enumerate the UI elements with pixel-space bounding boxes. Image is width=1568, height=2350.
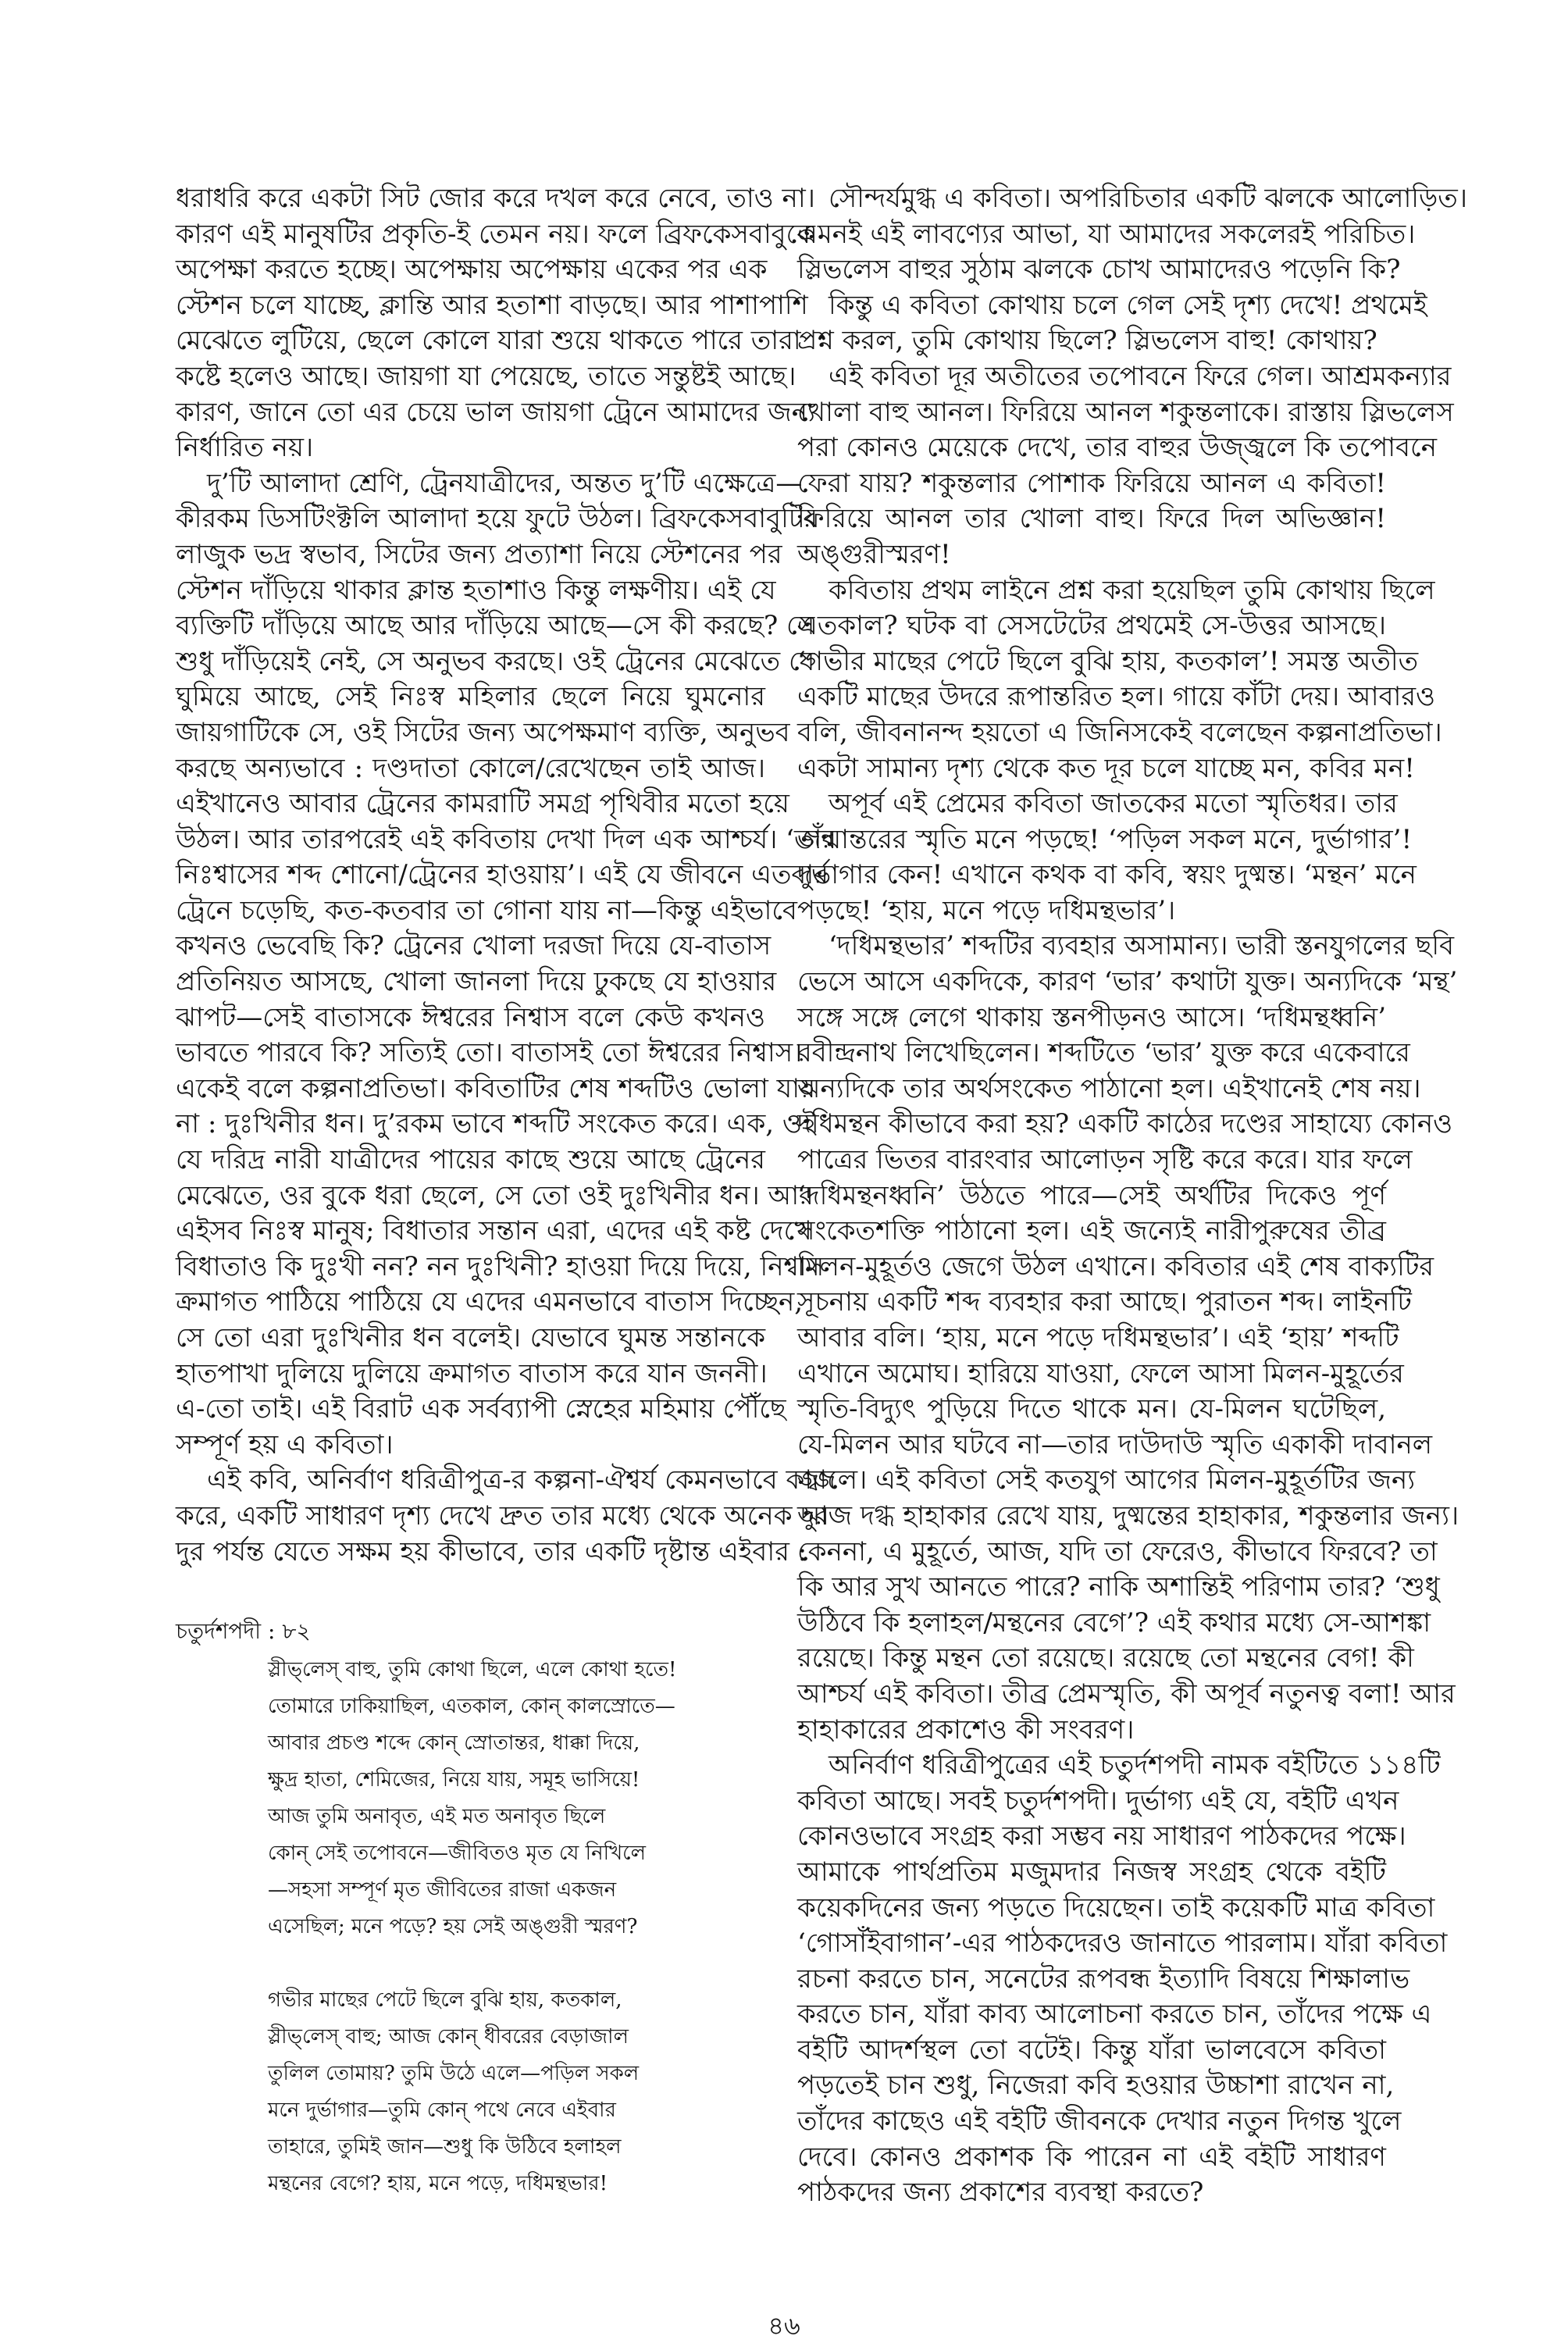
text-line: এখানে অমোঘ। হারিয়ে যাওয়া, ফেলে আসা মিলন-মুহূর্তের xyxy=(797,1357,1404,1389)
poem-line: আজ তুমি অনাবৃত, এই মত অনাবৃত ছিলে xyxy=(268,1805,606,1828)
text-line: দুর পর্যন্ত যেতে সক্ষম হয় কীভাবে, তার একটি দৃষ্টান্ত এইবার : xyxy=(176,1535,807,1567)
poem-stanza xyxy=(268,1652,752,1945)
text-line: স্লিভলেস বাহুর সুঠাম ঝলকে চোখ আমাদেরও পড়েনি কি? xyxy=(797,254,1401,286)
poem-line: তুলিল তোমায়? তুমি উঠে এলে—পড়িল সকল xyxy=(268,2062,640,2085)
text-line: বিধাতাও কি দুঃখী নন? নন দুঃখিনী? হাওয়া দিয়ে দিয়ে, নিশ্বাস xyxy=(176,1250,825,1282)
text-line: কয়েকদিনের জন্য পড়তে দিয়েছেন। তাই কয়েকটি মাত্র কবিতা xyxy=(797,1892,1435,1924)
text-line: প্রতিনিয়ত আসছে, খোলা জানলা দিয়ে ঢুকছে যে হাওয়ার xyxy=(176,966,777,998)
text-line: ভেসে আসে একদিকে, কারণ ‘ভার’ কথাটা যুক্ত। অন্যদিকে ‘মন্থ’ xyxy=(797,966,1458,998)
text-line: অঙ্গুরীস্মরণ! xyxy=(797,538,951,570)
text-line: হাতপাখা দুলিয়ে দুলিয়ে ক্রমাগত বাতাস করে যান জননী। xyxy=(176,1357,768,1389)
text-line: হাহাকারের প্রকাশেও কী সংবরণ। xyxy=(797,1713,1135,1746)
poem-line: স্লীভ্‌লেস্‌ বাহু; আজ কোন্‌ ধীবরের বেড়াজাল xyxy=(268,2025,629,2049)
text-line: কোনওভাবে সংগ্রহ করা সম্ভব নয় সাধারণ পাঠকদের পক্ষে। xyxy=(797,1820,1406,1853)
text-line: অন্যদিকে তার অর্থসংকেত পাঠানো হল। এইখানেই শেষ নয়। xyxy=(797,1072,1421,1104)
text-line: অপেক্ষা করতে হচ্ছে। অপেক্ষায় অপেক্ষায় একের পর এক xyxy=(176,254,768,286)
poem-line: এসেছিল; মনে পড়ে? হয় সেই অঙ্গুরী স্মরণ? xyxy=(268,1915,638,1938)
text-line: পাত্রের ভিতর বারংবার আলোড়ন সৃষ্টি করে করে। যার ফলে xyxy=(797,1144,1413,1176)
poem-line: ক্ষুদ্র হাতা, শেমিজের, নিয়ে যায়, সমূহ ভাসিয়ে! xyxy=(268,1768,640,1792)
text-line: নির্ধারিত নয়। xyxy=(176,432,314,464)
text-line: কবিতা আছে। সবই চতুর্দশপদী। দুর্ভাগ্য এই যে, বইটি এখন xyxy=(797,1785,1399,1817)
poem-line: আবার প্রচণ্ড শব্দে কোন্‌ স্রোতান্তর, ধাক্কা দিয়ে, xyxy=(268,1731,640,1755)
text-line: সূচনায় একটি শব্দ ব্যবহার করা আছে। পুরাতন শব্দ। লাইনটি xyxy=(797,1286,1412,1318)
text-line: ‘দধিমন্থনধ্বনি’ উঠতে পারে—সেই অর্থটির দিকেও পূর্ণ xyxy=(797,1179,1386,1211)
text-line: আজ দগ্ধ হাহাকার রেখে যায়, দুষ্মন্তের হাহাকার, শকুন্তলার জন্য। xyxy=(797,1500,1459,1532)
poem-heading: চতুর্দশপদী : ৮২ xyxy=(176,1618,311,1644)
paragraph xyxy=(797,288,1427,359)
text-line: দু’টি আলাদা শ্রেণি, ট্রেনযাত্রীদের, অন্তত দু’টি এক্ষেত্রে— xyxy=(207,467,803,499)
text-line: মিলন-মুহূর্তও জেগে উঠল এখানে। কবিতার এই শেষ বাক্যটির xyxy=(797,1250,1434,1282)
text-line: সে তো এরা দুঃখিনীর ধন বলেই। যেভাবে ঘুমন্ত সন্তানকে xyxy=(176,1322,765,1353)
text-line: লাজুক ভদ্র স্বভাব, সিটের জন্য প্রত্যাশা নিয়ে স্টেশনের পর xyxy=(176,538,782,570)
left-column xyxy=(176,181,837,1579)
text-line: এইসব নিঃস্ব মানুষ; বিধাতার সন্তান এরা, এদের এই কষ্ট দেখে xyxy=(176,1215,812,1247)
text-line: সৌন্দর্যমুগ্ধ এ কবিতা। অপরিচিতার একটি ঝলকে আলোড়িত। xyxy=(829,183,1467,214)
poem-line: তাহারে, তুমিই জান—শুধু কি উঠিবে হলাহল xyxy=(268,2135,622,2159)
text-line: বইটি আদর্শস্থল তো বটেই। কিন্তু যাঁরা ভালবেসে কবিতা xyxy=(797,2034,1386,2066)
text-line: রচনা করতে চান, সনেটের রূপবন্ধ ইত্যাদি বিষয়ে শিক্ষালাভ xyxy=(797,1963,1410,1995)
page-number: ৪৬ xyxy=(768,2311,800,2341)
text-line: একটি মাছের উদরে রূপান্তরিত হল। গায়ে কাঁটা দেয়। আবারও xyxy=(797,681,1436,713)
text-line: ঘুমিয়ে আছে, সেই নিঃস্ব মহিলার ছেলে নিয়ে ঘুমনোর xyxy=(176,681,765,713)
text-line: সংকেতশক্তি পাঠানো হল। এই জন্যেই নারীপুরুষের তীব্র xyxy=(797,1215,1386,1247)
text-line: কখনও ভেবেছি কি? ট্রেনের খোলা দরজা দিয়ে যে-বাতাস xyxy=(176,930,772,962)
text-line: আমাকে পার্থপ্রতিম মজুমদার নিজস্ব সংগ্রহ থেকে বইটি xyxy=(797,1856,1386,1888)
poem-line: গভীর মাছের পেটে ছিলে বুঝি হায়, কতকাল, xyxy=(268,1988,622,2012)
text-line: দুর্ভাগার কেন! এখানে কথক বা কবি, স্বয়ং দুষ্মন্ত। ‘মন্থন’ মনে xyxy=(797,859,1417,891)
paragraph xyxy=(797,181,1467,288)
text-line: মেঝেতে, ওর বুকে ধরা ছেলে, সে তো ওই দুঃখিনীর ধন। আর xyxy=(176,1179,814,1211)
paragraph xyxy=(797,359,1454,573)
text-line: করতে চান, যাঁরা কাব্য আলোচনা করতে চান, তাঁদের পক্ষে এ xyxy=(797,1999,1432,2031)
text-line: সম্পূর্ণ হয় এ কবিতা। xyxy=(176,1428,394,1460)
text-line: প্রশ্ন করল, তুমি কোথায় ছিলে? স্লিভলেস বাহু! কোথায়? xyxy=(797,325,1377,357)
text-line: ‘গভীর মাছের পেটে ছিলে বুঝি হায়, কতকাল’! সমস্ত অতীত xyxy=(797,645,1419,677)
text-line: কেননা, এ মুহূর্তে, আজ, যদি তা ফেরেও, কীভাবে ফিরবে? তা xyxy=(797,1535,1438,1567)
text-line: স্মৃতি-বিদ্যুৎ পুড়িয়ে দিতে থাকে মন। যে-মিলন ঘটেছিল, xyxy=(797,1393,1386,1425)
text-line: এতকাল? ঘটক বা সেসটেটের প্রথমেই সে-উত্তর আসছে। xyxy=(797,610,1386,642)
poem-line: স্লীভ্‌লেস্‌ বাহু, তুমি কোথা ছিলে, এলে কোথা হতে! xyxy=(268,1658,677,1681)
text-line: রয়েছে। কিন্তু মন্থন তো রয়েছে। রয়েছে তো মন্থনের বেগ! কী xyxy=(797,1642,1414,1674)
text-line: অপূর্ব এই প্রেমের কবিতা জাতকের মতো স্মৃতিধর। তার xyxy=(829,788,1398,820)
text-line: ভাবতে পারবে কি? সত্যিই তো। বাতাসই তো ঈশ্বরের নিশ্বাস। xyxy=(176,1037,803,1069)
paragraph xyxy=(176,466,837,1464)
text-line: ফিরিয়ে আনল তার খোলা বাহু। ফিরে দিল অভিজ্ঞান! xyxy=(797,503,1386,535)
text-line: তাঁদের কাছেও এই বইটি জীবনকে দেখার নতুন দিগন্ত খুলে xyxy=(797,2106,1402,2138)
text-line: জ্বালে। এই কবিতা সেই কতযুগ আগের মিলন-মুহূর্তটির জন্য xyxy=(797,1464,1416,1496)
text-line: যে-মিলন আর ঘটবে না—তার দাউদাউ স্মৃতি একাকী দাবানল xyxy=(797,1428,1433,1460)
text-line: দেবে। কোনও প্রকাশক কি পারেন না এই বইটি সাধারণ xyxy=(797,2141,1386,2173)
text-line: পড়ছে! ‘হায়, মনে পড়ে দধিমন্থভার’। xyxy=(797,894,1176,926)
text-line: করে, একটি সাধারণ দৃশ্য দেখে দ্রুত তার মধ্যে থেকে অনেক দুর xyxy=(176,1500,829,1532)
text-line: আবার বলি। ‘হায়, মনে পড়ে দধিমন্থভার’। এই ‘হায়’ শব্দটি xyxy=(797,1322,1399,1353)
paragraph xyxy=(797,786,1417,929)
text-line: কিন্তু এ কবিতা কোথায় চলে গেল সেই দৃশ্য দেখে! প্রথমেই xyxy=(829,289,1427,321)
text-line: নিঃশ্বাসের শব্দ শোনো/ট্রেনের হাওয়ায়’। এই যে জীবনে এতবার xyxy=(176,859,829,891)
text-line: জন্মান্তরের স্মৃতি মনে পড়ছে! ‘পড়িল সকল মনে, দুর্ভাগার’! xyxy=(797,823,1413,855)
text-line: কি আর সুখ আনতে পারে? নাকি অশান্তিই পরিণাম তার? ‘শুধু xyxy=(797,1571,1440,1603)
text-line: স্টেশন দাঁড়িয়ে থাকার ক্লান্ত হতাশাও কিন্তু লক্ষণীয়। এই যে xyxy=(176,574,776,606)
text-line: ধরাধরি করে একটা সিট জোর করে দখল করে নেবে, তাও না। xyxy=(176,183,815,214)
poem-line: মনে দুর্ভাগার—তুমি কোন্‌ পথে নেবে এইবার xyxy=(268,2099,616,2122)
text-line: বলি, জীবনানন্দ হয়তো এ জিনিসকেই বলেছেন কল্পনাপ্রতিভা। xyxy=(797,716,1442,748)
text-line: আশ্চর্য এই কবিতা। তীব্র প্রেমস্মৃতি, কী অপূর্ব নতুনত্ব বলা! আর xyxy=(797,1678,1456,1710)
text-line: এ-তো তাই। এই বিরাট এক সর্বব্যাপী স্নেহের মহিমায় পৌঁছে xyxy=(176,1393,786,1425)
text-line: পাঠকদের জন্য প্রকাশের ব্যবস্থা করতে? xyxy=(797,2177,1204,2209)
poem-stanza xyxy=(268,1982,752,2202)
text-line: পরা কোনও মেয়েকে দেখে, তার বাহুর উজ্জ্বলে কি তপোবনে xyxy=(797,432,1438,464)
poem-line: —সহসা সম্পূর্ণ মৃত জীবিতের রাজা একজন xyxy=(268,1878,617,1902)
text-line: ‘গোসাঁইবাগান’-এর পাঠকদেরও জানাতে পারলাম। যাঁরা কবিতা xyxy=(797,1927,1448,1960)
text-line: রবীন্দ্রনাথ লিখেছিলেন। শব্দটিতে ‘ভার’ যুক্ত করে একেবারে xyxy=(797,1037,1410,1069)
text-line: ফেরা যায়? শকুন্তলার পোশাক ফিরিয়ে আনল এ কবিতা! xyxy=(797,467,1386,499)
poem-block xyxy=(268,1652,752,2202)
text-line: পড়তেই চান শুধু, নিজেরা কবি হওয়ার উচ্চাশা রাখেন না, xyxy=(797,2070,1395,2102)
text-line: কীরকম ডিসটিংক্টলি আলাদা হয়ে ফুটে উঠল। ব্রিফকেসবাবুটির xyxy=(176,503,818,535)
poem-line: তোমারে ঢাকিয়াছিল, এতকাল, কোন্‌ কালস্রোতে— xyxy=(268,1695,675,1718)
text-line: এমনই এই লাবণ্যের আভা, যা আমাদের সকলেরই পরিচিত। xyxy=(797,218,1416,250)
text-line: একটা সামান্য দৃশ্য থেকে কত দূর চলে যাচ্ছে মন, কবির মন! xyxy=(797,752,1415,784)
text-line: ঝাপট—সেই বাতাসকে ঈশ্বরের নিশ্বাস বলে কেউ কখনও xyxy=(176,1001,765,1033)
text-line: স্টেশন চলে যাচ্ছে, ক্লান্তি আর হতাশা বাড়ছে। আর পাশাপাশি xyxy=(176,289,808,321)
text-line: ব্যক্তিটি দাঁড়িয়ে আছে আর দাঁড়িয়ে আছে—সে কী করছে? সে xyxy=(176,610,815,642)
paragraph xyxy=(176,181,816,466)
text-line: যে দরিদ্র নারী যাত্রীদের পায়ের কাছে শুয়ে আছে ট্রেনের xyxy=(176,1144,765,1176)
text-line: কারণ, জানে তো এর চেয়ে ভাল জায়গা ট্রেনে আমাদের জন্য xyxy=(176,396,815,428)
text-line: না : দুঃখিনীর ধন। দু’রকম ভাবে শব্দটি সংকেত করে। এক, ওই xyxy=(176,1108,816,1140)
text-line: এই কবিতা দূর অতীতের তপোবনে ফিরে গেল। আশ্রমকন্যার xyxy=(829,360,1452,392)
right-column xyxy=(797,181,1467,2220)
text-line: এই কবি, অনির্বাণ ধরিত্রীপুত্র-র কল্পনা-ঐশ্বর্য কেমনভাবে কাজ xyxy=(207,1464,836,1496)
text-line: ট্রেনে চড়েছি, কত-কতবার তা গোনা যায় না—কিন্তু এইভাবে xyxy=(176,894,797,926)
text-line: কবিতায় প্রথম লাইনে প্রশ্ন করা হয়েছিল তুমি কোথায় ছিলে xyxy=(829,574,1435,606)
text-line: খোলা বাহু আনল। ফিরিয়ে আনল শকুন্তলাকে। রাস্তায় স্লিভলেস xyxy=(797,396,1454,428)
poem-line: মন্থনের বেগে? হায়, মনে পড়ে, দধিমন্থভার! xyxy=(268,2172,608,2195)
text-line: ক্রমাগত পাঠিয়ে পাঠিয়ে যে এদের এমনভাবে বাতাস দিচ্ছেন, xyxy=(176,1286,804,1318)
text-line: এইখানেও আবার ট্রেনের কামরাটি সমগ্র পৃথিবীর মতো হয়ে xyxy=(176,788,789,820)
paragraph xyxy=(797,929,1459,1748)
text-line: করছে অন্যভাবে : দণ্ডদাতা কোলে/রেখেছেন তাই আজ। xyxy=(176,752,765,784)
text-line: একেই বলে কল্পনাপ্রতিভা। কবিতাটির শেষ শব্দটিও ভোলা যায় xyxy=(176,1072,816,1104)
text-line: কষ্টে হলেও আছে। জায়গা যা পেয়েছে, তাতে সন্তুষ্টই আছে। xyxy=(176,360,796,392)
text-line: শুধু দাঁড়িয়েই নেই, সে অনুভব করছে। ওই ট্রেনের মেঝেতে যে xyxy=(176,645,815,677)
paragraph xyxy=(797,1748,1448,2211)
text-line: মেঝেতে লুটিয়ে, ছেলে কোলে যারা শুয়ে থাকতে পারে তারা xyxy=(176,325,801,357)
text-line: অনির্বাণ ধরিত্রীপুত্রের এই চতুর্দশপদী নামক বইটিতে ১১৪টি xyxy=(829,1749,1441,1781)
text-line: কারণ এই মানুষটির প্রকৃতি-ই তেমন নয়। ফলে ব্রিফকেসবাবুকে xyxy=(176,218,816,250)
text-line: উঠল। আর তারপরেই এই কবিতায় দেখা দিল এক আশ্চর্য। ‘তাঁর xyxy=(176,823,837,855)
text-line: দধিমন্থন কীভাবে করা হয়? একটি কাঠের দণ্ডের সাহায্যে কোনও xyxy=(797,1108,1453,1140)
paragraph xyxy=(176,1463,836,1570)
text-line: উঠিবে কি হলাহল/মন্থনের বেগে’? এই কথার মধ্যে সে-আশঙ্কা xyxy=(797,1606,1431,1639)
poem-line: কোন্‌ সেই তপোবনে—জীবিতও মৃত যে নিখিলে xyxy=(268,1842,646,1865)
paragraph xyxy=(797,573,1442,787)
text-line: সঙ্গে সঙ্গে লেগে থাকায় স্তনপীড়নও আসে। ‘দধিমন্থধ্বনি’ xyxy=(797,1001,1386,1033)
text-line: ‘দধিমন্থভার’ শব্দটির ব্যবহার অসামান্য। ভারী স্তনযুগলের ছবি xyxy=(829,930,1455,962)
text-line: জায়গাটিকে সে, ওই সিটের জন্য অপেক্ষমাণ ব্যক্তি, অনুভব xyxy=(176,716,790,748)
